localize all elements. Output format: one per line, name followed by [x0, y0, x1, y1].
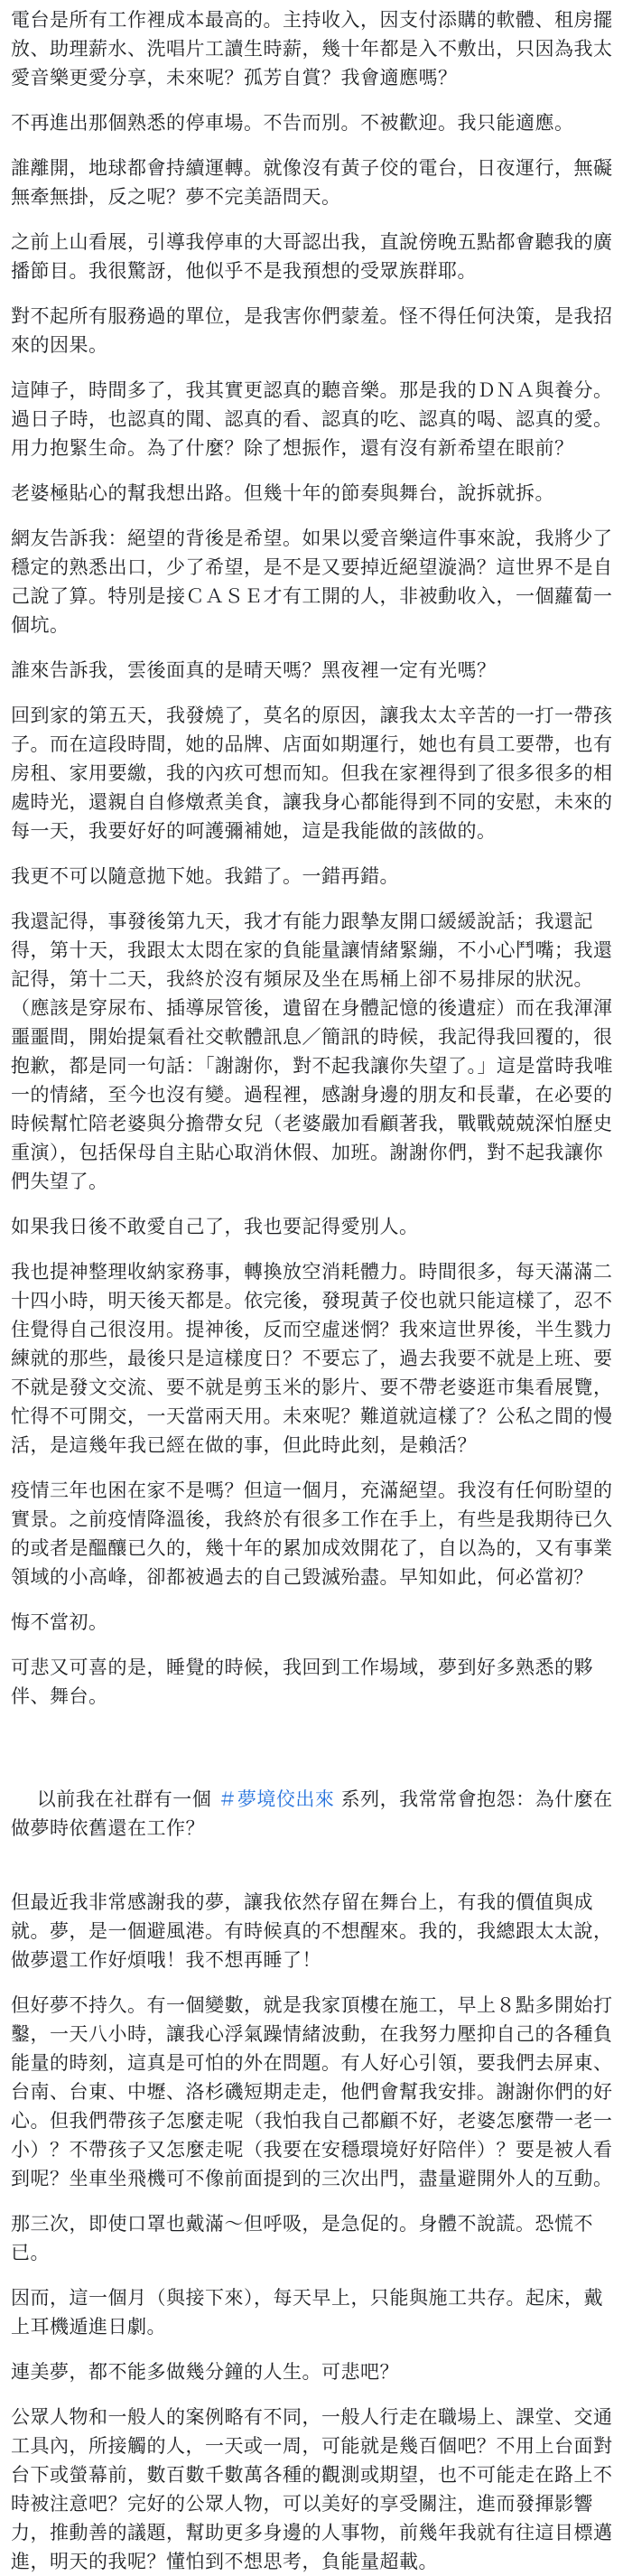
paragraph: 疫情三年也困在家不是嗎？但這一個月，充滿絕望。我沒有任何盼望的實景。之前疫情降溫後，我終於有很多工作在手上，有些是我期待已久的或者是醞釀已久的，幾十年的累加成效開花了，自以為的，又有事業領域的小高峰，卻都被過去的自己毀滅殆盡。早知如此，何必當初？ [11, 1479, 613, 1588]
paragraph: 因而，這一個月（與接下來），每天早上，只能與施工共存。起床，戴上耳機遁進日劇。 [11, 2287, 603, 2338]
paragraph: 回到家的第五天，我發燒了，莫名的原因，讓我太太辛苦的一打一帶孩子。而在這段時間，她的品牌、店面如期運行，她也有員工要帶，也有房租、家用要繳，我的內疚可想而知。但我在家裡得到了很多很多的相處時光，還親自自修燉煮美食，讓我身心都能得到不同的安慰，未來的每一天，我要好好的呵護彌補她，這是我能做的該做的。 [11, 705, 613, 842]
paragraph: 網友告訴我：絕望的背後是希望。如果以愛音樂這件事來說，我將少了穩定的熟悉出口，少了希望，是不是又要掉近絕望漩渦？這世界不是自己說了算。特別是接ＣＡＳＥ才有工開的人，非被動收入，一個蘿蔔一個坑。 [11, 527, 613, 636]
paragraph: 但最近我非常感謝我的夢，讓我依然存留在舞台上，有我的價值與成就。夢，是一個避風港。有時候真的不想醒來。我的，我總跟太太說，做夢還工作好煩哦！我不想再睡了！ [11, 1891, 613, 1971]
paragraph: 這陣子，時間多了，我其實更認真的聽音樂。那是我的ＤＮＡ與養分。過日子時，也認真的聞、認真的看、認真的吃、認真的喝、認真的愛。用力抱緊生命。為了什麼？除了想振作，還有沒有新希望在眼前？ [11, 379, 613, 459]
paragraph: 我更不可以隨意拋下她。我錯了。一錯再錯。 [11, 865, 399, 887]
hashtag-link[interactable]: ＃夢境佼出來 [218, 1788, 335, 1810]
paragraph: 老婆極貼心的幫我想出路。但幾十年的節奏與舞台，說拆就拆。 [11, 482, 554, 504]
paragraph: 誰離開，地球都會持續運轉。就像沒有黃子佼的電台，日夜運行，無礙無牽無掛，反之呢？夢不完美語問天。 [11, 157, 613, 208]
hashtag-suffix-text: 系列，我常常會抱怨：為什麼在做夢時依舊還在工作？ [11, 1788, 613, 1839]
paragraph: 公眾人物和一般人的案例略有不同，一般人行走在職場上、課堂、交通工具內，所接觸的人，一天或一周，可能就是幾百個吧？不用上台面對台下或螢幕前，數百數千數萬各種的觀測或期望，也不可能走在路上不時被注意吧？完好的公眾人物，可以美好的享受關注，進而發揮影響力，推動善的議題，幫助更多身邊的人事物，前幾年我就有往這目標邁進，明天的我呢？懂怕到不想思考，負能量超載。 [11, 2406, 613, 2572]
hashtag-prefix-text: 以前我在社群有一個 [36, 1788, 219, 1810]
paragraph-with-hashtag [11, 1727, 614, 1871]
paragraph: 那三次，即使口罩也戴滿～但呼吸，是急促的。身體不說謊。恐慌不已。 [11, 2213, 593, 2263]
paragraph: 不再進出那個熟悉的停車場。不告而別。不被歡迎。我只能適應。 [11, 112, 574, 134]
paragraph: 可悲又可喜的是，睡覺的時候，我回到工作場域，夢到好多熟悉的夥伴、舞台。 [11, 1657, 593, 1707]
paragraph: 連美夢，都不能多做幾分鐘的人生。可悲吧？ [11, 2361, 399, 2383]
paragraph: 悔不當初。 [11, 1611, 108, 1633]
paragraph: 但好夢不持久。有一個變數，就是我家頂樓在施工，早上８點多開始打鑿，一天八小時，讓我心浮氣躁情緒波動，在我努力壓抑自己的各種負能量的時刻，這真是可怕的外在問題。有人好心引領，要我們去屏東、台南、台東、中壢、洛杉磯短期走走，他們會幫我安排。謝謝你們的好心。但我們帶孩子怎麼走呢（我怕我自己都顧不好，老婆怎麼帶一老一小）？不帶孩子又怎麼走呢（我要在安穩環境好好陪伴）？要是被人看到呢？坐車坐飛機可不像前面提到的三次出門，盡量避開外人的互動。 [11, 1994, 613, 2189]
paragraph: 對不起所有服務過的單位，是我害你們蒙羞。怪不得任何決策，是我招來的因果。 [11, 305, 613, 356]
paragraph: 之前上山看展，引導我停車的大哥認出我，直說傍晚五點都會聽我的廣播節目。我很驚訝，他似乎不是我預想的受眾族群耶。 [11, 231, 613, 282]
paragraph: 電台是所有工作裡成本最高的。主持收入，因支付添購的軟體、租房擺放、助理薪水、洗唱片工讀生時薪，幾十年都是入不敷出，只因為我太愛音樂更愛分享，未來呢？孤芳自賞？我會適應嗎？ [11, 9, 613, 89]
paragraph: 誰來告訴我，雲後面真的是晴天嗎？黑夜裡一定有光嗎？ [11, 659, 497, 681]
paragraph: 我也提神整理收納家務事，轉換放空消耗體力。時間很多，每天滿滿二十四小時，明天後天都是。依完後，發現黃子佼也就只能這樣了，忍不住覺得自己很沒用。提神後，反而空虛迷惘？我來這世界後，半生戮力練就的那些，最後只是這樣度日？不要忘了，過去我要不就是上班、要不就是發文交流、要不就是剪玉米的影片、要不帶老婆逛市集看展覽，忙得不可開交，一天當兩天用。未來呢？難道就這樣了？公私之間的慢活，是這幾年我已經在做的事，但此時此刻，是賴活？ [11, 1261, 613, 1456]
paragraph: 如果我日後不敢愛自己了，我也要記得愛別人。 [11, 1216, 419, 1237]
paragraph: 我還記得，事發後第九天，我才有能力跟摯友開口緩緩說話；我還記得，第十天，我跟太太悶在家的負能量讓情緒緊繃，不小心鬥嘴；我還記得，第十二天，我終於沒有頻尿及坐在馬桶上卻不易排尿的狀況。（應該是穿尿布、插導尿管後，遺留在身體記憶的後遺症）而在我渾渾噩噩間，開始提氣看社交軟體訊息／簡訊的時候，我記得我回覆的，很抱歉，都是同一句話：「謝謝你，對不起我讓你失望了。」這是當時我唯一的情緒，至今也沒有變。過程裡，感謝身邊的朋友和長輩，在必要的時候幫忙陪老婆與分擔帶女兒（老婆嚴加看顧著我，戰戰兢兢深怕歷史重演），包括保母自主貼心取消休假、加班。謝謝你們，對不起我讓你們失望了。 [11, 910, 613, 1192]
